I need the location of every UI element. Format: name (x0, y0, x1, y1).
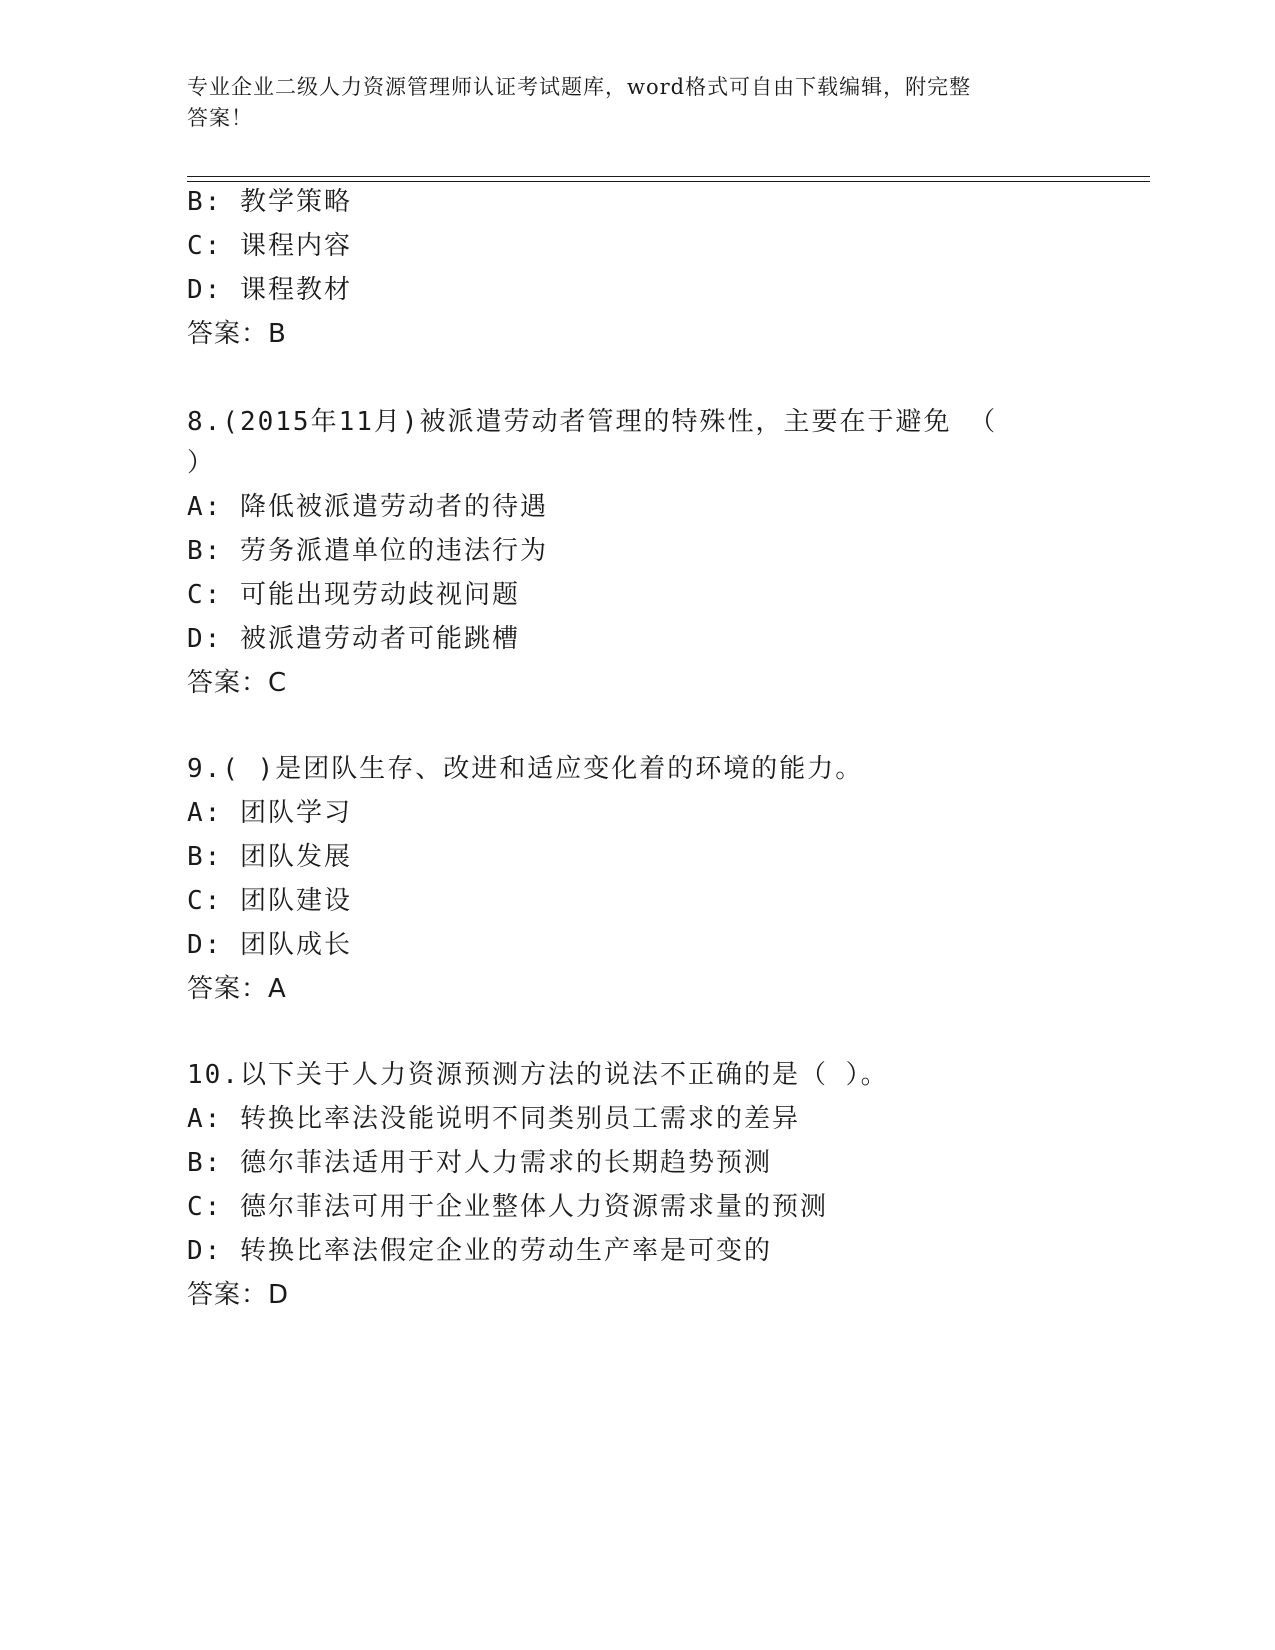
q10-option-c: C: 德尔菲法可用于企业整体人力资源需求量的预测 (187, 1192, 828, 1222)
q8-stem-line-1: 8.(2015年11月)被派遣劳动者管理的特殊性，主要在于避免 （ (187, 407, 998, 437)
header-line-1: 专业企业二级人力资源管理师认证考试题库，word格式可自由下载编辑，附完整 (187, 75, 972, 99)
q7-option-c: C: 课程内容 (187, 231, 352, 261)
q9-option-d: D: 团队成长 (187, 930, 352, 960)
q7-option-b: B: 教学策略 (187, 187, 352, 217)
q8-option-d: D: 被派遣劳动者可能跳槽 (187, 624, 520, 654)
q9-option-b: B: 团队发展 (187, 842, 352, 872)
q10-option-a: A: 转换比率法没能说明不同类别员工需求的差异 (187, 1104, 800, 1134)
q9-option-a: A: 团队学习 (187, 798, 352, 828)
q8-answer: 答案：C (187, 668, 288, 698)
document-header (187, 72, 1067, 134)
q8-option-b: B: 劳务派遣单位的违法行为 (187, 536, 548, 566)
q9-option-c: C: 团队建设 (187, 886, 352, 916)
header-line-2: 答案！ (187, 106, 253, 130)
q7-answer: 答案：B (187, 319, 287, 349)
q10-answer: 答案：D (187, 1280, 290, 1310)
q9-stem: 9.( )是团队生存、改进和适应变化着的环境的能力。 (187, 754, 864, 784)
q10-option-d: D: 转换比率法假定企业的劳动生产率是可变的 (187, 1236, 772, 1266)
q8-option-a: A: 降低被派遣劳动者的待遇 (187, 492, 548, 522)
header-divider-top (187, 176, 1150, 177)
q10-option-b: B: 德尔菲法适用于对人力需求的长期趋势预测 (187, 1148, 772, 1178)
q9-answer: 答案：A (187, 974, 287, 1004)
q8-stem-line-2: ） (187, 448, 216, 478)
q7-option-d: D: 课程教材 (187, 275, 352, 305)
header-divider-bottom (187, 181, 1150, 182)
q10-stem: 10.以下关于人力资源预测方法的说法不正确的是（ ）。 (187, 1060, 889, 1090)
q8-option-c: C: 可能出现劳动歧视问题 (187, 580, 520, 610)
